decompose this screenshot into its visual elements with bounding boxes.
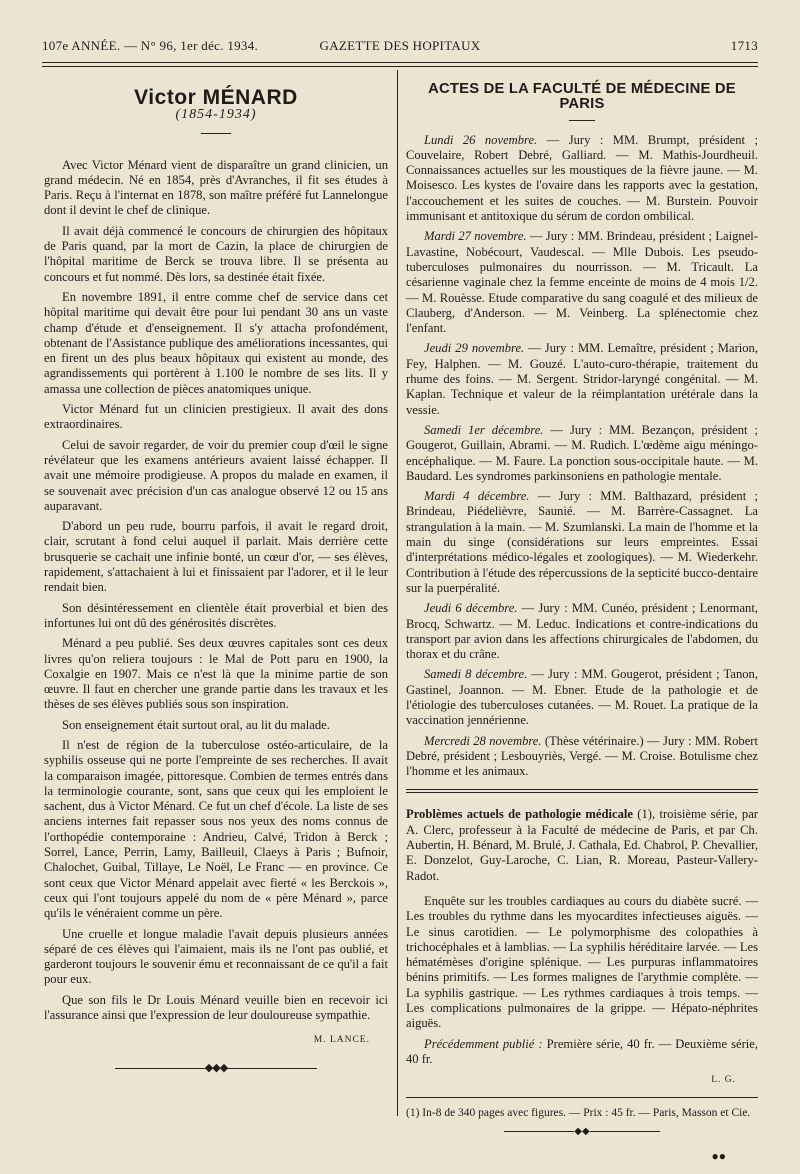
obituary-paragraph: Ménard a peu publié. Ses deux œuvres capitales sont ces deux livres qu'on reliera toujours : le Mal de Pott paru en 1900, la Coxalgie en 1907. Mais ce n'est là que la minime partie de son œuvre. Il faut en chercher une grande partie dans les travaux et les thèses de ses élèves publiés sous son inspiration. — [44, 636, 388, 712]
obituary-paragraph: Il n'est de région de la tuberculose ostéo-articulaire, de la syphilis osseuse qui ne porte l'empreinte de ses recherches. Il avait la comparaison imagée, pittoresque. Combien de termes entrés dans la terminologie courante, sont, sans que ceux qui les emploient le sachent, dus à Victor Ménard. Ce fut un chef d'école. La liste de ses anciens internes fait repasser sous nos yeux des noms connus de l'orthopédie contemporaine : Andrieu, Calvé, Tridon à Berck ; Sorrel, Lance, Perrin, Lamy, Bailleuil, Claeys à Paris ; Bufnoir, Chalochet, Guibal, Tillaye, Le Noël, Le Franc — en province. Ce sont ceux que Victor Ménard appelait avec fierté « les Berckois », ceux qui l'ont toujours appelé du nom de « père Ménard », parce qu'ils le vénéraient comme un père. — [44, 737, 388, 921]
exam-date: Lundi 26 novembre. — [424, 132, 538, 147]
footnote: (1) In-8 de 340 pages avec figures. — Prix : 45 fr. — Paris, Masson et Cie. — [406, 1106, 751, 1119]
exam-date: Jeudi 6 décembre. — [424, 601, 518, 616]
exam-entry — [406, 601, 758, 662]
exam-entry — [406, 133, 758, 225]
end-mark: ●● — [711, 1148, 726, 1163]
exam-date: Jeudi 29 novembre. — [424, 341, 525, 356]
obituary-paragraph: Avec Victor Ménard vient de disparaître un grand clinicien, un grand médecin. Né en 1854, près d'Avranches, il fit ses études à Paris. Reçu à l'internat en 1878, son maître préféré fut Lannelongue dont il devint le chef de clinique. — [44, 157, 388, 218]
exam-entry — [406, 734, 758, 780]
exam-details: — Jury : MM. Cunéo, président ; Lenormant, Brocq, Schwartz. — M. Leduc. Indications et contre-indications du transport par avion dans les affections chirurgicales de l'abdomen, du thorax et du crâne. — [406, 601, 758, 662]
book-title: Problèmes actuels de pathologie médicale — [406, 807, 633, 822]
section-separator — [406, 789, 758, 793]
obituary-paragraph: Une cruelle et longue maladie l'avait depuis plusieurs années séparé de ces élèves qui l'aimaient, mais ils ne l'ont pas oublié, et garderont toujours le souvenir ému et reconnaissant de ce qu'il a fait pour eux. — [44, 926, 388, 987]
page-header — [42, 38, 758, 56]
exam-details: (Thèse vétérinaire.) — Jury : MM. Robert Debré, président ; Lesbouyriès, Vergé. — M. Croise. Botulisme chez l'homme et les animaux. — [406, 733, 758, 779]
page-number: 1713 — [730, 38, 758, 53]
exam-details: — Jury : MM. Lemaître, président ; Marion, Fey, Halphen. — M. Gouzé. L'auto-curo-thérapie, traitement du rhume des foins. — M. Sergent. Stridor-laryngé congénital. — M. Kaplan. Technique et valeur de la réimplantation urétérale dans la vessie. — [406, 341, 758, 417]
exam-entry — [406, 229, 758, 336]
obituary-paragraph: D'abord un peu rude, bourru parfois, il avait le regard droit, clair, scrutant à fond celui auquel il parlait. Mais derrière cette brusquerie se cachait une infinie bonté, un cœur d'or, — ses élèves, rapidement, s'attachaient à lui et finissaient par l'adorer, et il le leur rendait bien. — [44, 519, 388, 595]
column-divider — [397, 70, 398, 1116]
footnote-rule — [406, 1097, 758, 1098]
obituary-paragraph: Son enseignement était surtout oral, au lit du malade. — [62, 717, 330, 732]
obituary-name: Victor MÉNARD — [134, 86, 298, 109]
book-contents: Enquête sur les troubles cardiaques au cours du diabète sucré. — Les troubles du rythme dans les myocardites infectieuses aiguës. — Le sinus carotidien. — Le polymorphisme des colopathies à trichocéphales et à lamblias. — La syphilis héréditaire larvée. — Les hématémèses d'origine splénique. — Les purpuras inflammatoires bénins primitifs. — Les formes malignes de l'arythmie complète. — La syphilis gastrique. — Les rythmes cardiaques à trois temps. — Les complications pulmonaires de la grippe. — Hépato-néphrites aiguës. — [406, 893, 758, 1031]
previous-text: Première série, 40 fr. — Deuxième série, 40 fr. — [406, 1036, 758, 1066]
exam-entry — [406, 341, 758, 417]
exam-date: Mardi 27 novembre. — [424, 229, 527, 244]
obituary-paragraph: Son désintéressement en clientèle était proverbial et bien des infortunes lui ont dû des générosités discrètes. — [44, 600, 388, 630]
exam-date: Mardi 4 décembre. — [424, 489, 530, 504]
exam-entry — [406, 489, 758, 596]
title-rule — [569, 120, 595, 121]
obituary-paragraph: Il avait déjà commencé le concours de chirurgien des hôpitaux de Paris quand, par la mort de Cazin, la place de chirurgien de l'hôpital maritime de Berck se trouva libre. Il se présenta au concours et fut nommé. Dès lors, sa destinée était fixée. — [44, 223, 388, 284]
faculty-column — [406, 80, 758, 1164]
exam-entry — [406, 667, 758, 728]
obituary-paragraph: Celui de savoir regarder, de voir du premier coup d'œil le signe révélateur que les examens antérieurs avaient laissé échapper. Il avait une mémoire prodigieuse. A propos du malade en examen, il se souvenait avec précision d'un cas analogue observé 12 ou 15 ans auparavant. — [44, 437, 388, 513]
obituary-dates: (1854-1934) — [175, 107, 257, 123]
book-review-heading — [406, 807, 758, 883]
faculty-section-title: ACTES DE LA FACULTÉ DE MÉDECINE DE PARIS — [428, 81, 736, 113]
exam-date: Samedi 1er décembre. — [424, 422, 544, 437]
exam-details: — Jury : MM. Brindeau, président ; Laignel-Lavastine, Nobécourt, Vaudescal. — Mlle Dubois. Les pseudo-tuberculoses pulmonaires du nourrisson. — M. Tricault. La césarienne vaginale chez la femme enceinte de moins de 4 mois 1/2. — M. Rouèsse. Etude comparative du sang coagulé et des milieux de Clauberg, d'Anderson. — M. Veinberg. La splénectomie chez l'enfant. — [406, 229, 758, 336]
review-initials: L. G. — [711, 1075, 736, 1086]
obituary-paragraph: Victor Ménard fut un clinicien prestigieux. Il avait des dons extraordinaires. — [44, 402, 388, 432]
previous-label: Précédemment publié : — [424, 1036, 543, 1051]
previous-editions — [406, 1037, 758, 1068]
obituary-paragraph: Que son fils le Dr Louis Ménard veuille bien en recevoir ici l'assurance ainsi que l'expression de leur douloureuse sympathie. — [44, 992, 388, 1023]
title-rule — [201, 133, 231, 134]
obituary-paragraph: En novembre 1891, il entre comme chef de service dans cet hôpital maritime qui devait être pour lui pendant 30 ans un vaste champ d'étude et d'enseignement. Il s'y attacha profondément, obtenant de l'Assistance publique des améliorations incessantes, qui en firent un des plus beaux hôpitaux qui existent au monde, des agrandissements qui portèrent à 1.100 le nombre de ses lits. Il y amassa une collection de pièces anatomiques unique. — [44, 289, 388, 396]
obituary-signature: M. LANCE. — [313, 1035, 370, 1046]
exam-date: Mercredi 28 novembre. — [424, 733, 542, 748]
issue-info: 107e ANNÉE. — N° 96, 1er déc. 1934. — [42, 38, 259, 53]
exam-details: — Jury : MM. Brumpt, président ; Couvelaire, Robert Debré, Galliard. — M. Mathis-Jourdheuil. Connaissances actuelles sur les moustiques de la fièvre jaune. — M. Moisesco. Les kystes de l'ovaire dans les rapports avec la gestation, l'accouchement et les suites de couches. — M. Burstein. Pouvoir immunisant et antitoxique du sérum de cordon ombilical. — [406, 132, 758, 224]
book-authors: (1), troisième série, par A. Clerc, professeur à la Faculté de médecine de Paris, et par Ch. Aubertin, H. Bénard, M. Brulé, J. Cathala, Ed. Chabrol, P. Chevallier, E. Donzelot, Guy-Laroche, C. Lian, R. Moreau, Pasteur-Vallery-Radot. — [406, 807, 758, 883]
exam-details: — Jury : MM. Gougerot, président ; Tanon, Gastinel, Joannon. — M. Ebner. Etude de la pathologie et de l'étiologie des tuberculoses cutanées. — M. Rouet. La pratique de la vaccination jennérienne. — [406, 667, 758, 728]
journal-title: GAZETTE DES HOPITAUX — [319, 38, 481, 53]
exam-details: — Jury : MM. Balthazard, président ; Brindeau, Piédelièvre, Saunié. — M. Barrère-Cassagnet. La strangulation à la main. — M. Szumlanski. La main de l'homme et la main du singe (considérations sur leurs empreintes. Essai d'interprétations médico-légales et zoologiques). — M. Wiederkehr. Contribution à l'étude des répercussions de la septicité bucco-dentaire sur la puerpéralité. — [406, 489, 758, 595]
closing-ornament: ◆◆◆ — [44, 1061, 388, 1076]
obituary-column — [44, 80, 388, 1076]
header-rule — [42, 62, 758, 63]
exam-details: — Jury : MM. Bezançon, président ; Gougerot, Guillain, Abrami. — M. Rudich. L'œdème aigu méningo-encéphalique. — M. Faure. La ponction sous-occipitale haute. — M. Baudard. Les syndromes parkinsoniens en pathologie mentale. — [406, 422, 758, 483]
header-rule-secondary — [42, 66, 758, 67]
exam-date: Samedi 8 décembre. — [424, 667, 528, 682]
exam-entry — [406, 423, 758, 484]
closing-ornament: ◆◆ — [406, 1124, 758, 1139]
